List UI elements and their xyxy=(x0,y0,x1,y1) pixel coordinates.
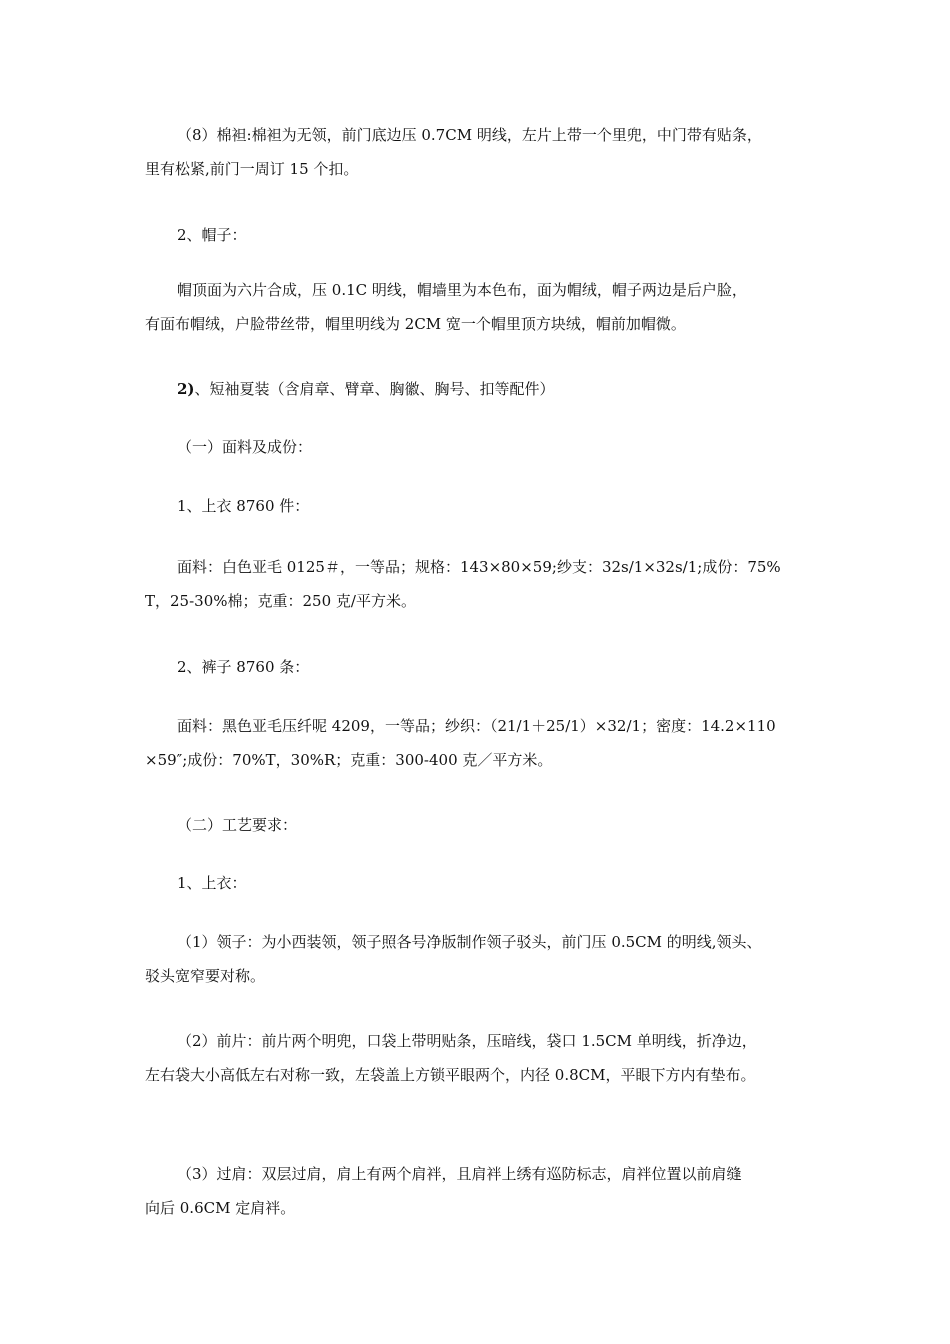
text-line: 有面布帽绒，户脸带丝带，帽里明线为 2CM 宽一个帽里顶方块绒，帽前加帽微。 xyxy=(145,315,686,333)
pants-fabric-spec xyxy=(145,709,810,777)
text-line: （一）面料及成份： xyxy=(177,438,313,456)
top-fabric-spec xyxy=(145,550,810,618)
top-quantity-heading xyxy=(145,489,810,523)
text-line: 面料：白色亚毛 0125＃，一等品；规格：143×80×59;纱支：32s/1×32s/1;成份：75% xyxy=(177,558,781,576)
collar-requirement xyxy=(145,925,810,993)
text-line xyxy=(145,372,810,406)
text-line: 2、帽子： xyxy=(177,226,247,244)
front-panel-requirement xyxy=(145,1024,810,1092)
text-line: 向后 0.6CM 定肩袢。 xyxy=(145,1199,296,1217)
text-line: T，25-30%棉；克重：250 克/平方米。 xyxy=(145,592,416,610)
text-line: 面料：黑色亚毛压纤呢 4209，一等品；纱织：（21/1＋25/1）×32/1；密度：14.2×110 xyxy=(177,717,776,735)
heading-number: 2) xyxy=(177,380,195,398)
craft-section-heading xyxy=(145,808,810,842)
text-line: 驳头宽窄要对称。 xyxy=(145,967,266,985)
summer-uniform-heading xyxy=(145,372,810,406)
text-line: ×59″;成份：70%T，30%R；克重：300-400 克／平方米。 xyxy=(145,751,553,769)
shoulder-yoke-requirement xyxy=(145,1157,810,1225)
heading-text: 、短袖夏装（含肩章、臂章、胸徽、胸号、扣等配件） xyxy=(194,380,555,398)
text-line: 1、上衣 8760 件： xyxy=(177,497,310,515)
text-line: 2、裤子 8760 条： xyxy=(177,658,310,676)
fabric-section-heading xyxy=(145,430,810,464)
top-craft-heading xyxy=(145,866,810,900)
text-line: （3）过肩：双层过肩，肩上有两个肩袢，且肩袢上绣有巡防标志，肩袢位置以前肩缝 xyxy=(177,1165,742,1183)
text-line: （1）领子：为小西装领，领子照各号净版制作领子驳头，前门压 0.5CM 的明线,领头、 xyxy=(177,933,762,951)
hat-heading xyxy=(145,218,810,252)
hat-description xyxy=(145,273,810,341)
text-line: （二）工艺要求： xyxy=(177,816,298,834)
text-line: （8）棉袒:棉袒为无领，前门底边压 0.7CM 明线，左片上带一个里兜，中门带有贴条， xyxy=(177,126,762,144)
pants-quantity-heading xyxy=(145,650,810,684)
text-line: 1、上衣： xyxy=(177,874,247,892)
text-line: （2）前片：前片两个明兜，口袋上带明贴条，压暗线，袋口 1.5CM 单明线，折净边， xyxy=(177,1032,757,1050)
text-line: 帽顶面为六片合成，压 0.1C 明线，帽墙里为本色布，面为帽绒，帽子两边是后户脸， xyxy=(177,281,747,299)
text-line: 里有松紧,前门一周订 15 个扣。 xyxy=(145,160,359,178)
text-line: 左右袋大小高低左右对称一致，左袋盖上方锁平眼两个，内径 0.8CM，平眼下方内有垫布。 xyxy=(145,1066,756,1084)
paragraph-8-cotton-vest xyxy=(145,118,810,186)
